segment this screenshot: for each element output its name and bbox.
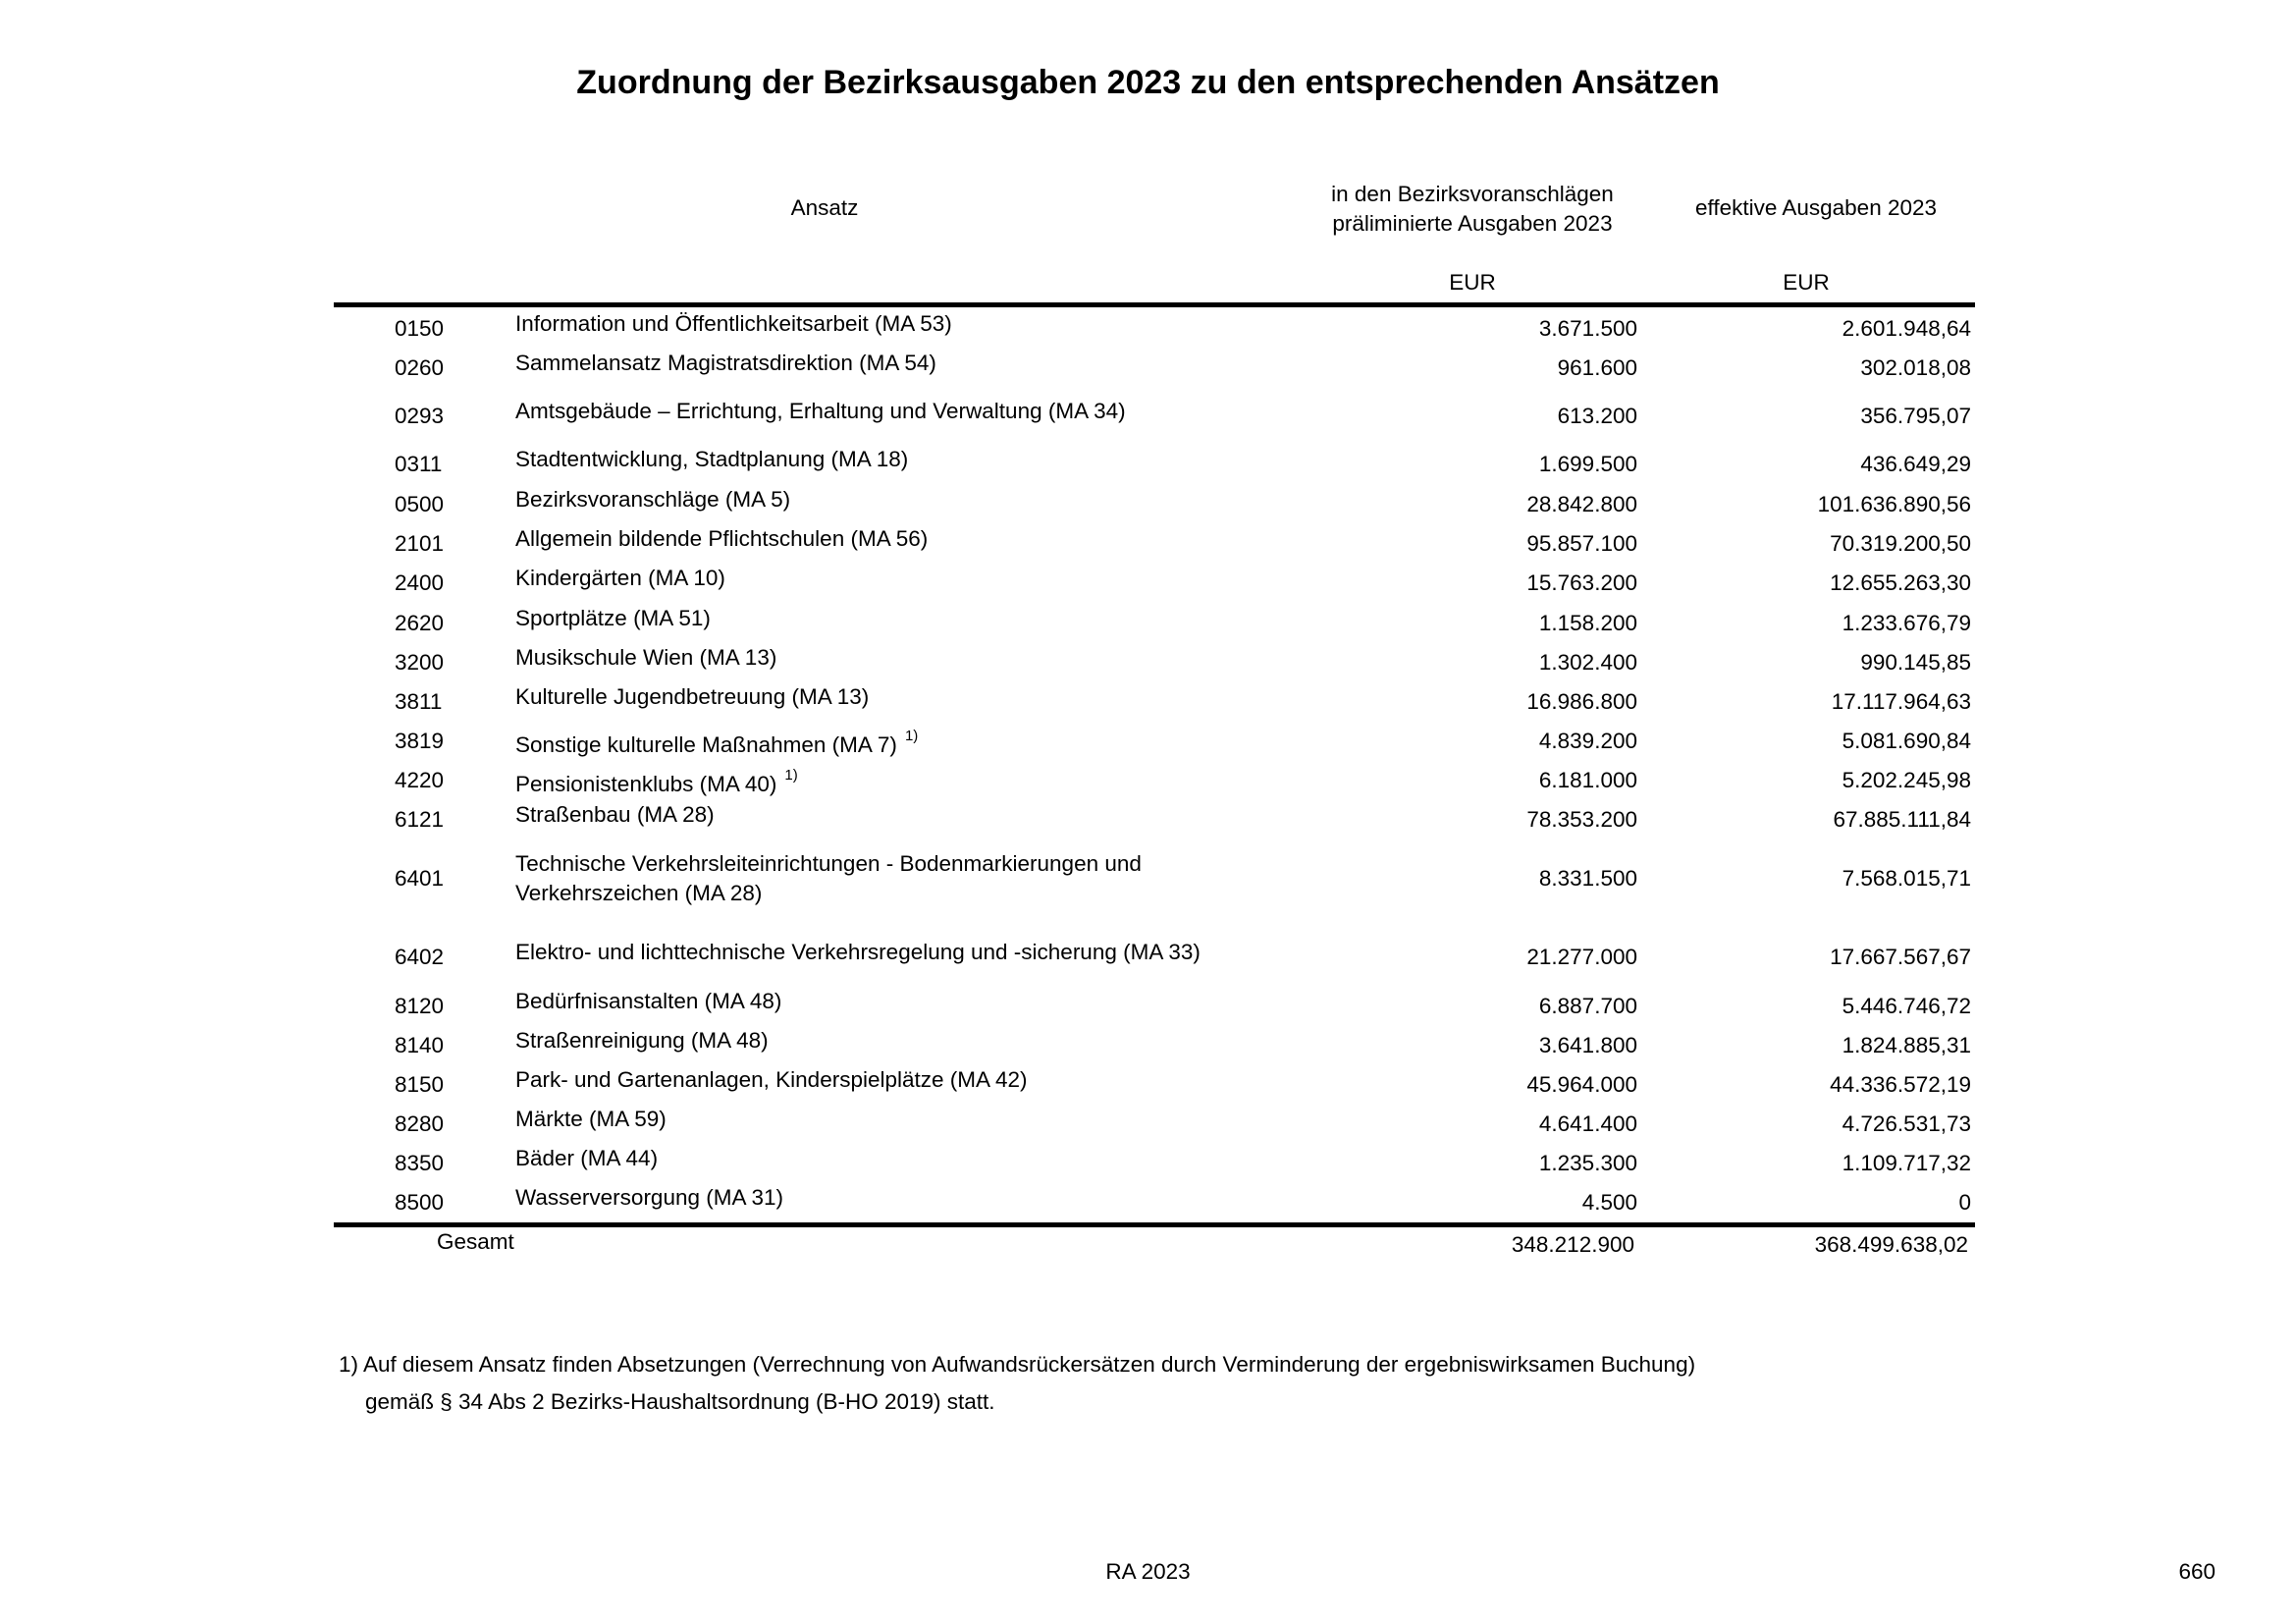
footnote-marker: 1) <box>904 728 919 744</box>
row-label-text: Park- und Gartenanlagen, Kinderspielplätze (MA 42) <box>515 1067 1028 1092</box>
row-effective-amount: 1.109.717,32 <box>1842 1151 1971 1175</box>
row-label-text: Straßenbau (MA 28) <box>515 802 715 827</box>
row-label <box>515 445 1330 474</box>
row-label <box>515 987 1330 1016</box>
row-label <box>515 524 1330 554</box>
row-code: 0150 <box>395 316 445 341</box>
column-header-preliminary-line1: in den Bezirksvoranschlägen <box>1331 182 1614 206</box>
row-label <box>515 761 1330 799</box>
row-effective-amount: 4.726.531,73 <box>1842 1111 1971 1136</box>
row-code: 8500 <box>395 1190 445 1215</box>
row-effective-amount: 12.655.263,30 <box>1830 570 1971 595</box>
row-preliminary-amount: 4.839.200 <box>1538 729 1637 753</box>
row-effective-amount: 0 <box>1958 1190 1971 1215</box>
row-effective-amount: 70.319.200,50 <box>1830 531 1971 556</box>
row-code: 8140 <box>395 1033 445 1057</box>
row-effective-amount: 990.145,85 <box>1860 650 1971 675</box>
row-label-text: Bezirksvoranschläge (MA 5) <box>515 487 791 512</box>
row-effective-amount: 7.568.015,71 <box>1842 866 1971 891</box>
row-label-text: Sportplätze (MA 51) <box>515 606 711 630</box>
row-label-text: Bäder (MA 44) <box>515 1146 659 1170</box>
row-label-text: Pensionistenklubs (MA 40) <box>515 772 777 796</box>
row-code: 8120 <box>395 994 445 1018</box>
row-label <box>515 349 1330 378</box>
row-code: 3200 <box>395 650 445 675</box>
column-header-effective: effektive Ausgaben 2023 <box>1694 195 1938 220</box>
row-label <box>515 1026 1330 1056</box>
row-preliminary-amount: 95.857.100 <box>1526 531 1637 556</box>
column-header-preliminary <box>1286 180 1659 239</box>
table-bottom-rule <box>334 1222 1975 1227</box>
row-label-text-continued: Verkehrszeichen (MA 28) <box>515 881 763 905</box>
row-code: 0500 <box>395 492 445 516</box>
row-label <box>515 1183 1330 1213</box>
row-code: 0311 <box>395 452 443 476</box>
row-code: 3819 <box>395 729 445 753</box>
row-code: 2400 <box>395 570 445 595</box>
row-preliminary-amount: 4.641.400 <box>1538 1111 1637 1136</box>
row-label <box>515 643 1330 673</box>
row-preliminary-amount: 3.671.500 <box>1538 316 1637 341</box>
row-effective-amount: 436.649,29 <box>1860 452 1971 476</box>
row-preliminary-amount: 1.235.300 <box>1538 1151 1637 1175</box>
row-code: 2620 <box>395 611 445 635</box>
row-preliminary-amount: 6.181.000 <box>1538 768 1637 792</box>
row-label-text: Bedürfnisanstalten (MA 48) <box>515 989 782 1013</box>
row-code: 4220 <box>395 768 445 792</box>
row-effective-amount: 44.336.572,19 <box>1830 1072 1971 1097</box>
row-preliminary-amount: 961.600 <box>1557 355 1637 380</box>
row-effective-amount: 5.202.245,98 <box>1842 768 1971 792</box>
row-label-text: Allgemein bildende Pflichtschulen (MA 56) <box>515 526 929 551</box>
row-code: 6401 <box>395 866 445 891</box>
row-effective-amount: 17.667.567,67 <box>1830 945 1971 969</box>
row-label <box>515 309 1330 339</box>
row-label <box>515 1065 1330 1095</box>
row-label-text: Musikschule Wien (MA 13) <box>515 645 777 670</box>
row-preliminary-amount: 1.158.200 <box>1538 611 1637 635</box>
row-label-text: Stadtentwicklung, Stadtplanung (MA 18) <box>515 447 909 471</box>
row-preliminary-amount: 8.331.500 <box>1538 866 1637 891</box>
column-header-ansatz: Ansatz <box>790 195 859 220</box>
row-preliminary-amount: 1.302.400 <box>1538 650 1637 675</box>
row-label-text: Technische Verkehrsleiteinrichtungen - Bodenmarkierungen und <box>515 851 1142 876</box>
row-label-text: Elektro- und lichttechnische Verkehrsregelung und -sicherung (MA 33) <box>515 940 1201 964</box>
row-label-text: Straßenreinigung (MA 48) <box>515 1028 769 1053</box>
row-label-text: Wasserversorgung (MA 31) <box>515 1185 784 1210</box>
row-preliminary-amount: 16.986.800 <box>1526 689 1637 714</box>
footer-report-label: RA 2023 <box>1105 1559 1191 1584</box>
row-preliminary-amount: 21.277.000 <box>1526 945 1637 969</box>
row-code: 3811 <box>395 689 443 714</box>
row-preliminary-amount: 6.887.700 <box>1538 994 1637 1018</box>
row-label <box>515 1144 1330 1173</box>
row-effective-amount: 2.601.948,64 <box>1842 316 1971 341</box>
row-preliminary-amount: 3.641.800 <box>1538 1033 1637 1057</box>
row-label <box>515 849 1330 908</box>
footnote-line-1: 1) Auf diesem Ansatz finden Absetzungen (Verrechnung von Aufwandsrückersätzen durch Verminderung der ergebniswirksamen Buchung) <box>339 1352 1696 1377</box>
row-label-text: Amtsgebäude – Errichtung, Erhaltung und Verwaltung (MA 34) <box>515 399 1126 423</box>
row-effective-amount: 17.117.964,63 <box>1831 689 1971 714</box>
row-code: 8350 <box>395 1151 445 1175</box>
row-label <box>515 1105 1330 1134</box>
row-label <box>515 397 1330 426</box>
row-effective-amount: 67.885.111,84 <box>1833 807 1971 832</box>
row-label <box>515 485 1330 514</box>
total-label: Gesamt <box>437 1229 514 1254</box>
row-code: 8280 <box>395 1111 445 1136</box>
row-effective-amount: 101.636.890,56 <box>1817 492 1971 516</box>
row-label-text: Sonstige kulturelle Maßnahmen (MA 7) <box>515 732 897 757</box>
row-preliminary-amount: 78.353.200 <box>1526 807 1637 832</box>
row-label-text: Kulturelle Jugendbetreuung (MA 13) <box>515 684 870 709</box>
row-preliminary-amount: 45.964.000 <box>1526 1072 1637 1097</box>
unit-label-effective: EUR <box>1783 270 1830 295</box>
row-effective-amount: 356.795,07 <box>1860 404 1971 428</box>
total-effective: 368.499.638,02 <box>1814 1232 1968 1257</box>
column-header-preliminary-line2: präliminierte Ausgaben 2023 <box>1332 211 1613 236</box>
row-effective-amount: 5.446.746,72 <box>1842 994 1971 1018</box>
row-effective-amount: 1.824.885,31 <box>1842 1033 1971 1057</box>
row-label <box>515 722 1330 760</box>
row-effective-amount: 5.081.690,84 <box>1842 729 1971 753</box>
total-preliminary: 348.212.900 <box>1511 1232 1634 1257</box>
row-label <box>515 938 1330 967</box>
row-label <box>515 564 1330 593</box>
row-preliminary-amount: 28.842.800 <box>1526 492 1637 516</box>
row-code: 8150 <box>395 1072 445 1097</box>
row-effective-amount: 1.233.676,79 <box>1842 611 1971 635</box>
row-code: 6402 <box>395 945 445 969</box>
row-preliminary-amount: 4.500 <box>1581 1190 1637 1215</box>
row-code: 0260 <box>395 355 445 380</box>
row-code: 2101 <box>395 531 445 556</box>
page-number: 660 <box>2178 1559 2216 1584</box>
row-label-text: Märkte (MA 59) <box>515 1107 667 1131</box>
row-preliminary-amount: 613.200 <box>1557 404 1637 428</box>
row-preliminary-amount: 15.763.200 <box>1526 570 1637 595</box>
table-top-rule <box>334 302 1975 307</box>
row-label-text: Information und Öffentlichkeitsarbeit (MA 53) <box>515 311 952 336</box>
row-label <box>515 604 1330 633</box>
row-code: 6121 <box>395 807 445 832</box>
row-label-text: Kindergärten (MA 10) <box>515 566 725 590</box>
footnote-line-2: gemäß § 34 Abs 2 Bezirks-Haushaltsordnung (B-HO 2019) statt. <box>365 1389 995 1414</box>
footnote-marker: 1) <box>784 767 798 784</box>
row-label <box>515 800 1330 830</box>
row-preliminary-amount: 1.699.500 <box>1538 452 1637 476</box>
row-code: 0293 <box>395 404 445 428</box>
row-label-text: Sammelansatz Magistratsdirektion (MA 54) <box>515 351 936 375</box>
row-effective-amount: 302.018,08 <box>1860 355 1971 380</box>
row-label <box>515 682 1330 712</box>
unit-label-preliminary: EUR <box>1449 270 1496 295</box>
page-title: Zuordnung der Bezirksausgaben 2023 zu den entsprechenden Ansätzen <box>576 64 1720 101</box>
